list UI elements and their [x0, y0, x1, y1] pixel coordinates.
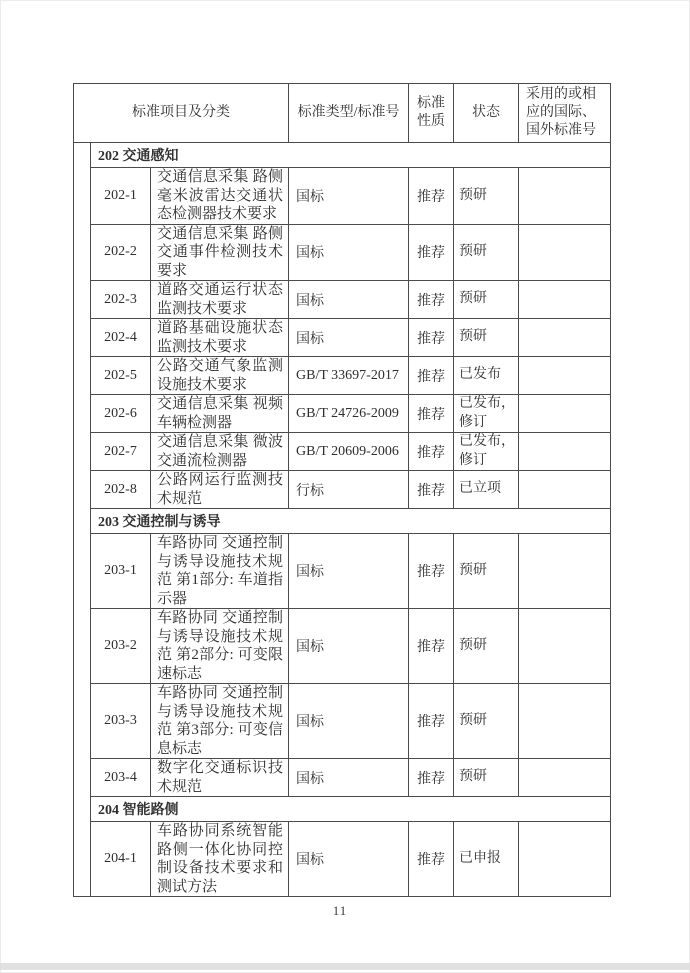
standard-name-cell: 道路交通运行状态监测技术要求 — [151, 281, 289, 319]
standard-type-cell: 行标 — [289, 471, 409, 509]
standard-nature-cell: 推荐 — [409, 395, 454, 433]
standard-id-cell: 202-5 — [91, 357, 151, 395]
header-international-standard: 采用的或相应的国际、国外标准号 — [519, 84, 611, 143]
page-number: 11 — [332, 903, 348, 918]
standard-id-cell: 202-3 — [91, 281, 151, 319]
standard-status-cell: 预研 — [454, 224, 519, 281]
standard-id-cell: 202-1 — [91, 168, 151, 225]
standard-row — [74, 609, 611, 684]
section-title: 204 智能路侧 — [91, 797, 611, 822]
standard-name-cell: 交通信息采集 视频车辆检测器 — [151, 395, 289, 433]
section-header-row — [74, 143, 611, 168]
standard-name-cell: 公路网运行监测技术规范 — [151, 471, 289, 509]
standards-table — [73, 83, 611, 897]
standard-nature-cell: 推荐 — [409, 822, 454, 897]
standard-id-cell: 204-1 — [91, 822, 151, 897]
standard-type-cell: 国标 — [289, 168, 409, 225]
standard-id-cell: 202-6 — [91, 395, 151, 433]
standard-type-cell: GB/T 33697-2017 — [289, 357, 409, 395]
standard-status-cell: 预研 — [454, 609, 519, 684]
header-standard-type-number: 标准类型/标准号 — [289, 84, 409, 143]
standard-name-cell: 交通信息采集 路侧交通事件检测技术要求 — [151, 224, 289, 281]
standard-row — [74, 759, 611, 797]
standard-name-cell: 交通信息采集 微波交通流检测器 — [151, 433, 289, 471]
standard-type-cell: 国标 — [289, 281, 409, 319]
standard-intl-cell — [519, 433, 611, 471]
standard-id-cell: 203-2 — [91, 609, 151, 684]
standard-nature-cell: 推荐 — [409, 281, 454, 319]
section-header-row — [74, 509, 611, 534]
standard-id-cell: 203-4 — [91, 759, 151, 797]
standard-name-cell: 公路交通气象监测设施技术要求 — [151, 357, 289, 395]
standard-status-cell: 预研 — [454, 684, 519, 759]
standard-id-cell: 203-3 — [91, 684, 151, 759]
standard-id-cell: 202-7 — [91, 433, 151, 471]
standard-row — [74, 684, 611, 759]
standard-row — [74, 395, 611, 433]
standard-type-cell: 国标 — [289, 534, 409, 609]
standard-name-cell: 车路协同 交通控制与诱导设施技术规范 第3部分: 可变信息标志 — [151, 684, 289, 759]
standard-id-cell: 202-8 — [91, 471, 151, 509]
header-project-category: 标准项目及分类 — [74, 84, 289, 143]
standard-type-cell: 国标 — [289, 822, 409, 897]
standard-status-cell: 预研 — [454, 534, 519, 609]
standard-row — [74, 168, 611, 225]
section-header-row — [74, 797, 611, 822]
standard-row — [74, 433, 611, 471]
standard-status-cell: 已发布，修订 — [454, 395, 519, 433]
standard-nature-cell: 推荐 — [409, 168, 454, 225]
standard-type-cell: GB/T 20609-2006 — [289, 433, 409, 471]
standard-type-cell: 国标 — [289, 759, 409, 797]
standard-id-cell: 202-4 — [91, 319, 151, 357]
standard-row — [74, 281, 611, 319]
standard-nature-cell: 推荐 — [409, 534, 454, 609]
standard-row — [74, 357, 611, 395]
standard-name-cell: 车路协同系统智能路侧一体化协同控制设备技术要求和测试方法 — [151, 822, 289, 897]
standard-id-cell: 203-1 — [91, 534, 151, 609]
standard-nature-cell: 推荐 — [409, 471, 454, 509]
standard-intl-cell — [519, 822, 611, 897]
standard-status-cell: 已发布，修订 — [454, 433, 519, 471]
standard-type-cell: 国标 — [289, 684, 409, 759]
standard-intl-cell — [519, 759, 611, 797]
standard-name-cell: 数字化交通标识技术规范 — [151, 759, 289, 797]
left-gutter-cell — [74, 143, 91, 897]
standard-status-cell: 预研 — [454, 319, 519, 357]
standard-row — [74, 471, 611, 509]
standard-intl-cell — [519, 471, 611, 509]
standard-type-cell: 国标 — [289, 224, 409, 281]
standard-row — [74, 534, 611, 609]
standard-intl-cell — [519, 395, 611, 433]
standard-name-cell: 车路协同 交通控制与诱导设施技术规范 第2部分: 可变限速标志 — [151, 609, 289, 684]
standard-row — [74, 319, 611, 357]
header-standard-nature: 标准性质 — [409, 84, 454, 143]
standard-status-cell: 预研 — [454, 759, 519, 797]
standard-status-cell: 已立项 — [454, 471, 519, 509]
standard-nature-cell: 推荐 — [409, 684, 454, 759]
standard-row — [74, 822, 611, 897]
standard-row — [74, 224, 611, 281]
standard-type-cell: GB/T 24726-2009 — [289, 395, 409, 433]
standard-name-cell: 道路基础设施状态监测技术要求 — [151, 319, 289, 357]
standard-intl-cell — [519, 281, 611, 319]
table-header-row — [74, 84, 611, 143]
standard-intl-cell — [519, 224, 611, 281]
header-status: 状态 — [454, 84, 519, 143]
standard-nature-cell: 推荐 — [409, 433, 454, 471]
standard-nature-cell: 推荐 — [409, 357, 454, 395]
standard-type-cell: 国标 — [289, 609, 409, 684]
standard-intl-cell — [519, 534, 611, 609]
standard-status-cell: 预研 — [454, 168, 519, 225]
table-body — [74, 143, 611, 897]
standard-intl-cell — [519, 609, 611, 684]
standard-name-cell: 车路协同 交通控制与诱导设施技术规范 第1部分: 车道指示器 — [151, 534, 289, 609]
section-title: 202 交通感知 — [91, 143, 611, 168]
scan-bottom-shadow — [0, 963, 690, 970]
standard-status-cell: 已申报 — [454, 822, 519, 897]
section-title: 203 交通控制与诱导 — [91, 509, 611, 534]
standard-id-cell: 202-2 — [91, 224, 151, 281]
standard-nature-cell: 推荐 — [409, 224, 454, 281]
standard-status-cell: 已发布 — [454, 357, 519, 395]
standard-type-cell: 国标 — [289, 319, 409, 357]
standard-name-cell: 交通信息采集 路侧毫米波雷达交通状态检测器技术要求 — [151, 168, 289, 225]
standard-intl-cell — [519, 168, 611, 225]
standard-nature-cell: 推荐 — [409, 609, 454, 684]
standard-status-cell: 预研 — [454, 281, 519, 319]
standard-intl-cell — [519, 357, 611, 395]
standard-intl-cell — [519, 319, 611, 357]
standard-nature-cell: 推荐 — [409, 319, 454, 357]
standard-intl-cell — [519, 684, 611, 759]
standard-nature-cell: 推荐 — [409, 759, 454, 797]
table-header — [74, 84, 611, 143]
